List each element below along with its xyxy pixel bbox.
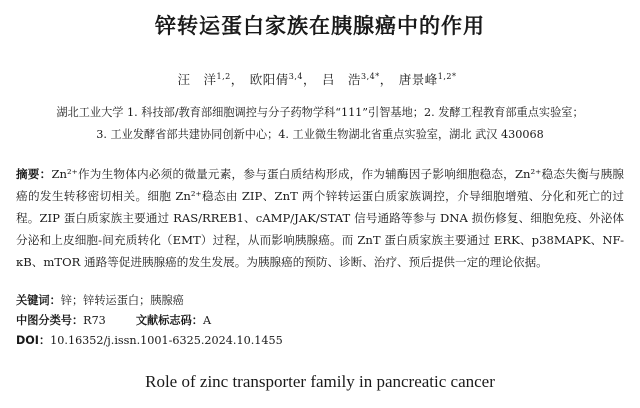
author — [177, 72, 249, 87]
abstract-text: Zn²⁺作为生物体内必须的微量元素，参与蛋白质结构形成，作为辅酶因子影响细胞稳态，Zn²⁺稳态失衡与胰腺癌的发生转移密切相关。细胞 Zn²⁺稳态由 ZIP、ZnT 两个锌转运蛋白质家族调控，介导细胞增殖、分化和死亡的过程。ZIP 蛋白质家族主要通过 RAS/RREB1、cAMP/JAK/STAT 信号通路等参与 DNA 损伤修复、细胞免疫、外泌体分泌和上皮细胞-间充质转化（EMT）过程，从而影响胰腺癌。而 ZnT 蛋白质家族主要通过 ERK、p38MAPK、NF-κB、mTOR 通路等促进胰腺癌的发生发展。为胰腺癌的预防、诊断、治疗、预后提供一定的理论依据。 — [16, 167, 624, 269]
author-name: 汪 洋 — [177, 72, 217, 87]
doi-label: DOI： — [16, 334, 51, 347]
author — [250, 72, 322, 87]
abstract — [16, 163, 624, 273]
author-separator: ， — [230, 72, 244, 87]
author — [399, 72, 463, 87]
keywords-label: 关键词： — [16, 294, 61, 307]
paper-title-english: Role of zinc transporter family in pancreatic cancer — [145, 372, 495, 391]
affiliation-line-1: 湖北工业大学 1. 科技部/教育部细胞调控与分子药物学科“111”引智基地；2. 发酵工程教育部重点实验室； — [56, 106, 584, 119]
doi-value: 10.16352/j.issn.1001-6325.2024.10.1455 — [50, 334, 283, 347]
author-affiliation-marker: 3,4 — [288, 71, 303, 81]
author — [322, 72, 399, 87]
author-list — [0, 70, 640, 88]
author-name: 吕 浩 — [322, 72, 362, 87]
clc-label: 中图分类号： — [16, 314, 84, 327]
author-affiliation-marker: 1,2 — [216, 71, 231, 81]
affiliation-line-2: 3. 工业发酵省部共建协同创新中心；4. 工业微生物湖北省重点实验室，湖北 武汉 430068 — [96, 128, 544, 141]
author-name: 欧阳倩 — [249, 72, 289, 87]
clc-value: R73 — [83, 314, 106, 327]
paper-title-chinese: 锌转运蛋白家族在胰腺癌中的作用 — [155, 14, 485, 38]
author-affiliation-marker: 3,4* — [361, 71, 380, 81]
document-code-label: 文献标志码： — [135, 314, 203, 327]
abstract-label: 摘要： — [16, 167, 52, 181]
author-affiliation-marker: 1,2* — [437, 71, 457, 81]
author-name: 唐景峰 — [398, 72, 438, 87]
keywords-line — [16, 292, 184, 308]
document-code-value: A — [202, 314, 212, 327]
keywords-text: 锌；锌转运蛋白；胰腺癌 — [60, 294, 184, 307]
author-separator: ， — [379, 72, 393, 87]
doi-line — [16, 332, 283, 348]
classification-line — [16, 312, 211, 328]
author-separator: ， — [302, 72, 316, 87]
